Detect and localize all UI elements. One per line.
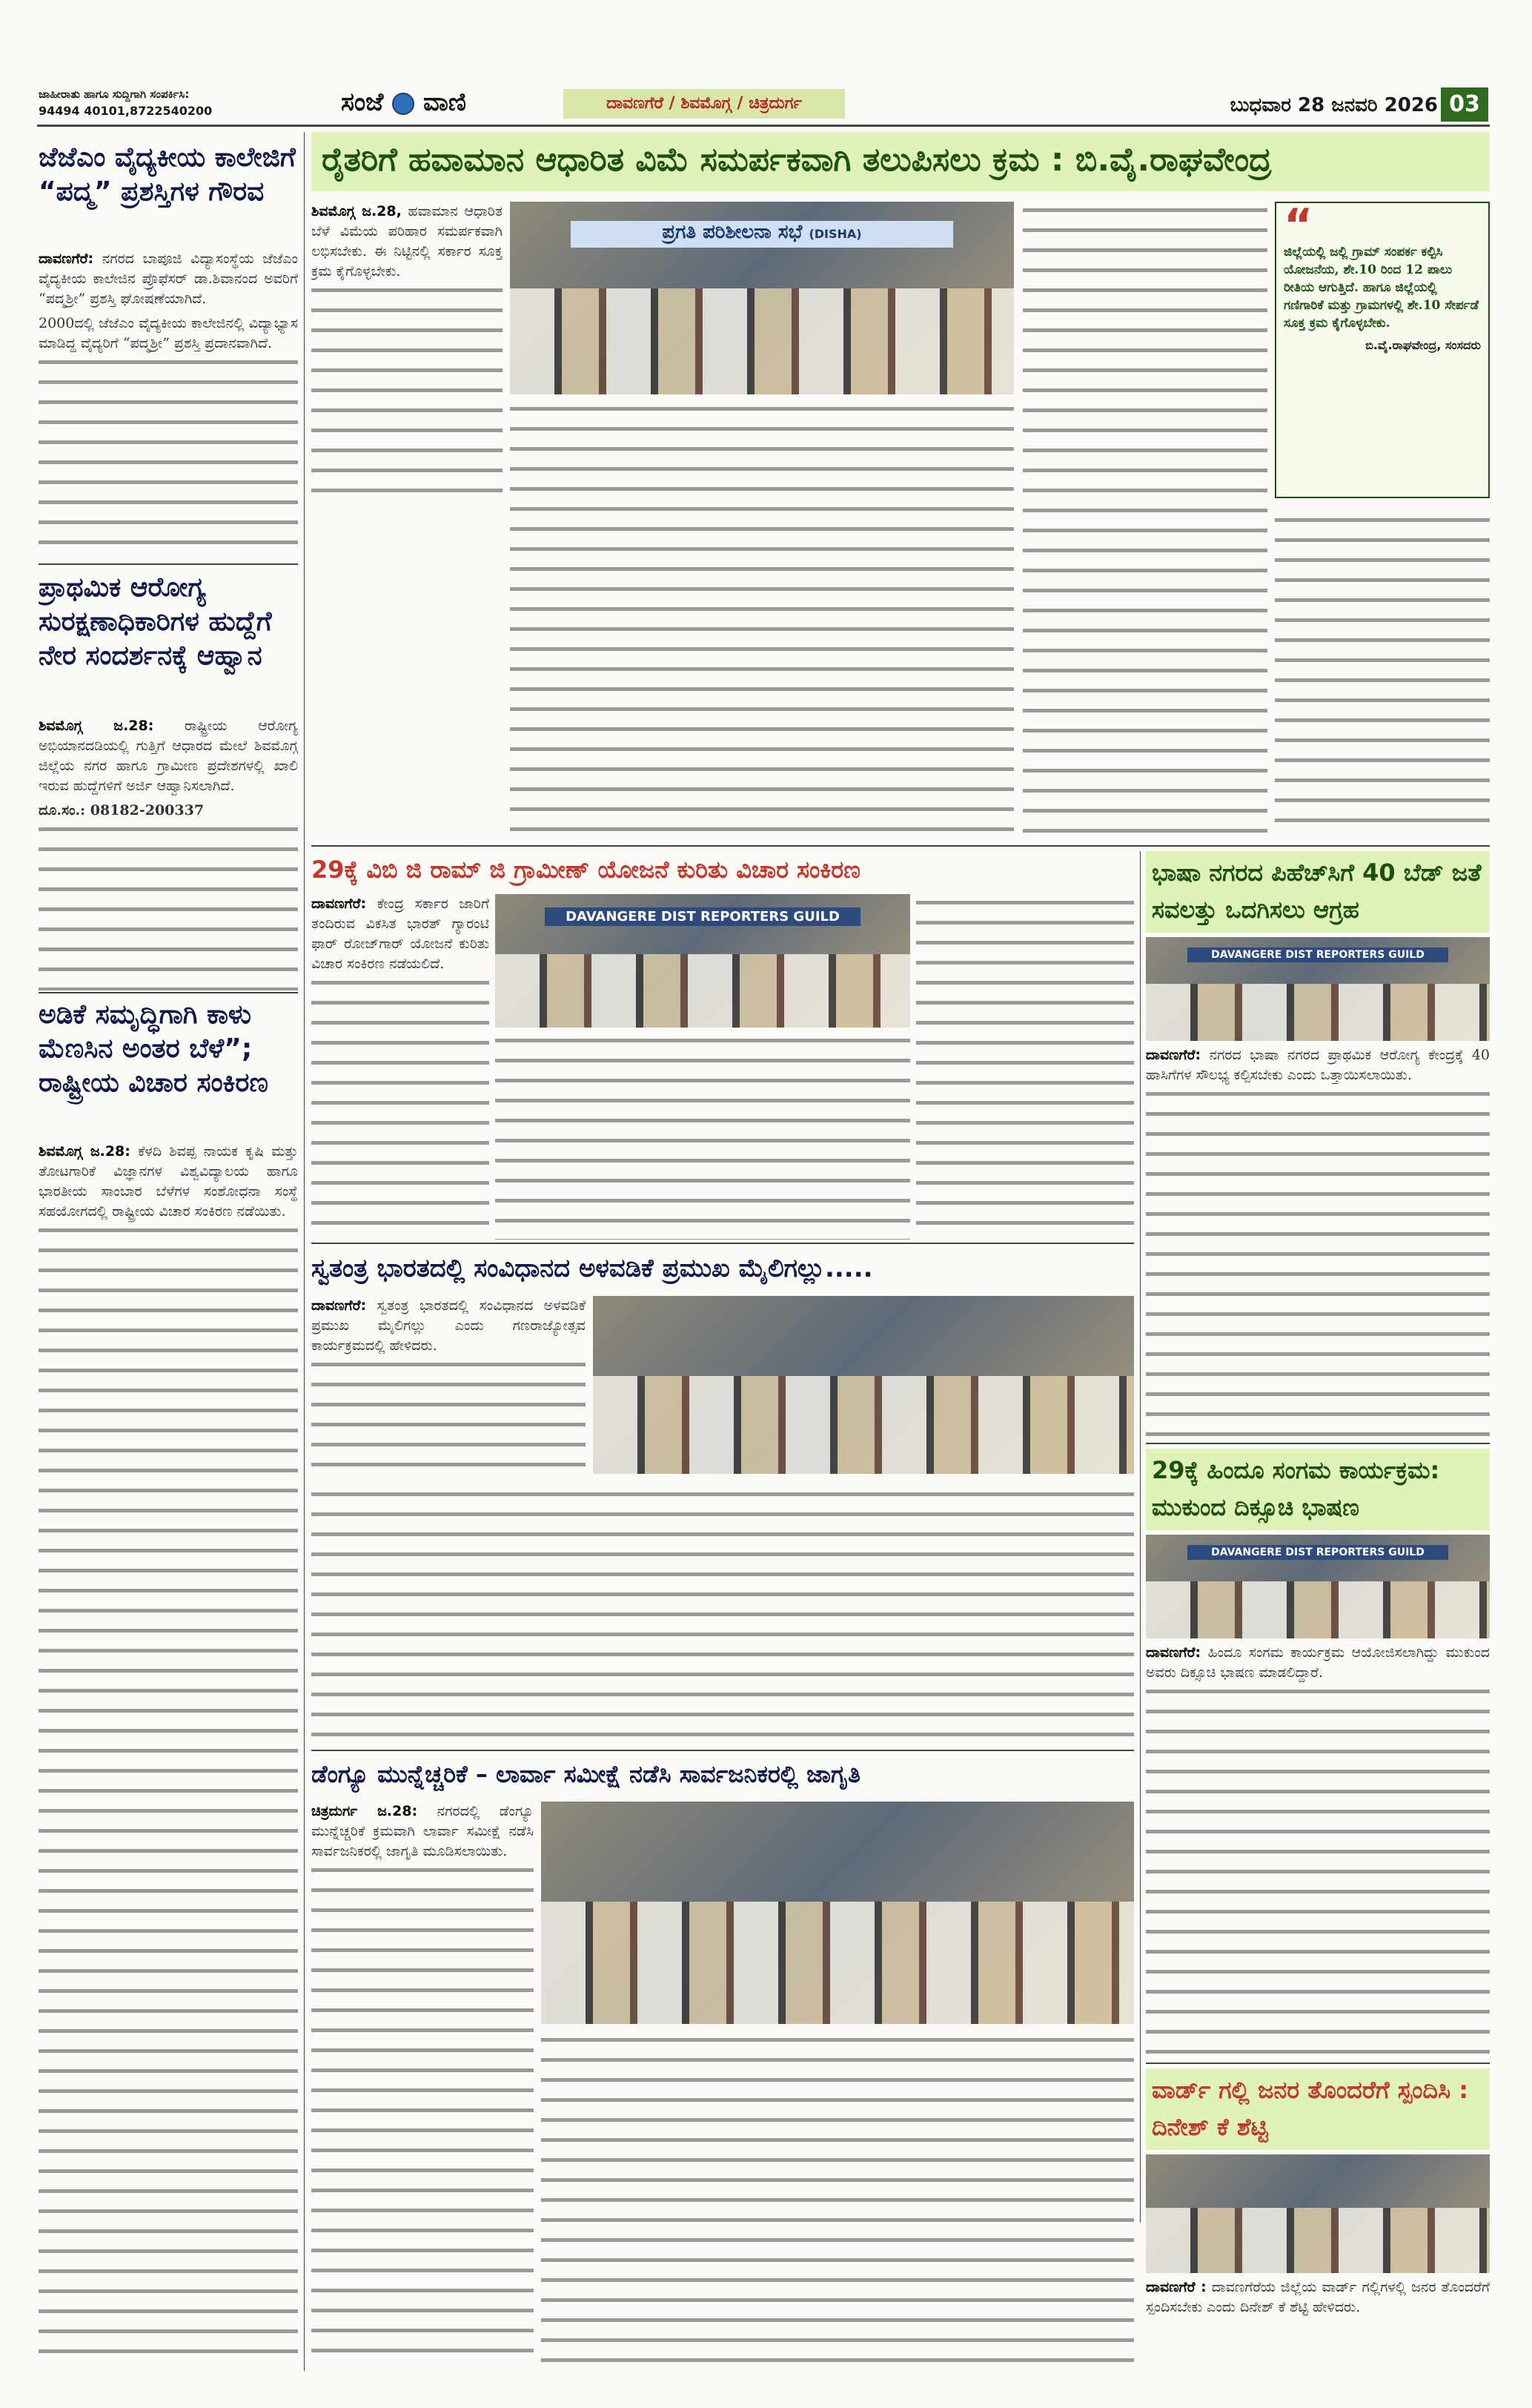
left-story2-divider bbox=[39, 992, 298, 993]
dengue-col2-lines bbox=[541, 2031, 1134, 2365]
hospital-lead: ನಗರದ ಭಾಷಾ ನಗರದ ಪ್ರಾಥಮಿಕ ಆರೋಗ್ಯ ಕೇಂದ್ರಕ್ಕೆ 40 ಹಾಸಿಗೆಗಳ ಸೌಲಭ್ಯ ಕಲ್ಪಿಸಬೇಕು ಎಂದು ಒತ್ತಾಯಿಸಲಾಯಿತು. bbox=[1146, 1047, 1490, 1083]
quote-mark-icon: “ bbox=[1284, 202, 1313, 251]
constitution-bottom-divider bbox=[311, 1750, 1134, 1751]
top-story-col4 bbox=[1275, 512, 1490, 838]
top-story-col2 bbox=[510, 400, 1014, 845]
left-story1-headline: ಜೆಜೆಎಂ ವೈದ್ಯಕೀಯ ಕಾಲೇಜಿಗೆ “ಪದ್ಮ” ಪ್ರಶಸ್ತಿಗಳ ಗೌರವ bbox=[39, 142, 296, 207]
top-story-quote-box bbox=[1275, 202, 1490, 498]
left-story3-lead: ಕೆಳದಿ ಶಿವಪ್ಪ ನಾಯಕ ಕೃಷಿ ಮತ್ತು ತೋಟಗಾರಿಕೆ ವಿಜ್ಞಾನಗಳ ವಿಶ್ವವಿದ್ಯಾಲಯ ಹಾಗೂ ಭಾರತೀಯ ಸಾಂಬಾರ ಬೆಳೆಗಳ ಸಂಶೋಧನಾ ಸಂಸ್ಥೆ ಸಹಯೋಗದಲ್ಲಿ ರಾಷ್ಟ್ರೀಯ ವಿಚಾರ ಸಂಕಿರಣ ನಡೆಯಿತು. bbox=[39, 1143, 298, 1220]
left-story3-headline: ಅಡಿಕೆ ಸಮೃದ್ಧಿಗಾಗಿ ಕಾಳು ಮೆಣಸಿನ ಅಂತರ ಬೆಳೆ”; ರಾಷ್ಟ್ರೀಯ ವಿಚಾರ ಸಂಕಿರಣ bbox=[39, 999, 268, 1098]
globe-icon bbox=[392, 93, 414, 115]
dengue-lead: ನಗರದಲ್ಲಿ ಡೆಂಗ್ಯೂ ಮುನ್ನೆಚ್ಚರಿಕೆ ಕ್ರಮವಾಗಿ ಲಾರ್ವಾ ಸಮೀಕ್ಷೆ ನಡೆಸಿ ಸಾರ್ವಜನಿಕರಲ್ಲಿ ಜಾಗೃತಿ ಮೂಡಿಸಲಾಯಿತು. bbox=[311, 1803, 534, 1859]
top-story-col1-lines bbox=[311, 282, 503, 498]
left-story1-body bbox=[39, 249, 298, 560]
top-story-lead: ಹವಾಮಾನ ಆಧಾರಿತ ಬೆಳೆ ವಿಮೆಯ ಪರಿಹಾರ ಸಮರ್ಪಕವಾಗಿ ಲಭಿಸಬೇಕು. ಈ ನಿಟ್ಟಿನಲ್ಲಿ ಸರ್ಕಾರ ಸೂಕ್ತ ಕ್ರಮ ಕೈಗೊಳ್ಳಬೇಕು. bbox=[311, 203, 503, 280]
photo-banner-text: ಪ್ರಗತಿ ಪರಿಶೀಲನಾ ಸಭೆ bbox=[662, 221, 803, 243]
left-story2-body bbox=[39, 716, 298, 990]
vbg-col1 bbox=[311, 894, 489, 1235]
vbg-lead: ಕೇಂದ್ರ ಸರ್ಕಾರ ಜಾರಿಗೆ ತಂದಿರುವ ವಿಕಸಿತ ಭಾರತ್ ಗ್ಯಾರಂಟಿ ಫಾರ್ ರೋಜ್‌ಗಾರ್ ಯೋಜನೆ ಕುರಿತು ವಿಚಾರ ಸಂಕಿರಣ ನಡೆಯಲಿದೆ. bbox=[311, 896, 489, 972]
top-story-dateline: ಶಿವಮೊಗ್ಗ ಜ.28, bbox=[311, 203, 402, 219]
dengue-headline: ಡೆಂಗ್ಯೂ ಮುನ್ನೆಚ್ಚರಿಕೆ – ಲಾರ್ವಾ ಸಮೀಕ್ಷೆ ನಡೆಸಿ ಸಾರ್ವಜನಿಕರಲ್ಲಿ ಜಾಗೃತಿ bbox=[311, 1760, 860, 1788]
left-story1-dateline: ದಾವಣಗೆರೆ: bbox=[39, 251, 94, 267]
hospital-dateline: ದಾವಣಗೆರೆ: bbox=[1146, 1047, 1201, 1063]
hindu-text-lines bbox=[1146, 1683, 1490, 2058]
vbg-col3-lines bbox=[916, 894, 1134, 1235]
dengue-col1-lines bbox=[311, 1862, 534, 2365]
top-story-col3-lines bbox=[1023, 202, 1267, 839]
ward-dateline: ದಾವಣಗೆರೆ : bbox=[1146, 2279, 1207, 2295]
top-story-divider bbox=[311, 845, 1490, 847]
left-story3-dateline: ಶಿವಮೊಗ್ಗ ಜ.28: bbox=[39, 1143, 130, 1160]
left-column-divider bbox=[304, 132, 305, 2371]
vbg-bottom-divider bbox=[311, 1243, 1134, 1244]
hindu-photo-people bbox=[1146, 1581, 1490, 1638]
top-story-col2-lines bbox=[510, 400, 1014, 845]
left-story3-body bbox=[39, 1142, 298, 2365]
vbg-col3 bbox=[916, 894, 1134, 1235]
constitution-lead: ಸ್ವತಂತ್ರ ಭಾರತದಲ್ಲಿ ಸಂವಿಧಾನದ ಅಳವಡಿಕೆ ಪ್ರಮುಖ ಮೈಲಿಗಲ್ಲು ಎಂದು ಗಣರಾಜ್ಯೋತ್ಸವ ಕಾರ್ಯಕ್ರಮದಲ್ಲಿ ಹೇಳಿದರು. bbox=[311, 1297, 586, 1354]
left-story3-text-lines bbox=[39, 1222, 298, 2365]
vbg-photo-people bbox=[495, 954, 910, 1028]
vbg-col2 bbox=[495, 1032, 910, 1240]
hospital-photo-people bbox=[1146, 984, 1490, 1041]
photo-banner bbox=[571, 221, 954, 248]
photo-banner-sub: (DISHA) bbox=[809, 227, 862, 241]
vbg-col1-lines bbox=[311, 974, 489, 1235]
vbg-headline: 29ಕ್ಕೆ ವಿಬಿ ಜಿ ರಾಮ್ ಜಿ ಗ್ರಾಮೀಣ್ ಯೋಜನೆ ಕುರಿತು ವಿಚಾರ ಸಂಕಿರಣ bbox=[311, 856, 860, 884]
ward-lead: ದಾವಣಗೆರೆಯ ಜಿಲ್ಲೆಯ ವಾರ್ಡ್ ಗಲ್ಲಿಗಳಲ್ಲಿ ಜನರ ತೊಂದರೆಗೆ ಸ್ಪಂದಿಸಬೇಕು ಎಂದು ದಿನೇಶ್ ಕೆ ಶೆಟ್ಟಿ ಹೇಳಿದರು. bbox=[1146, 2279, 1490, 2315]
region-band: ದಾವಣಗೆರೆ / ಶಿವಮೊಗ್ಗ / ಚಿತ್ರದುರ್ಗ bbox=[563, 89, 845, 119]
hospital-body bbox=[1146, 1045, 1490, 1438]
hindu-bottom-divider bbox=[1146, 2063, 1490, 2064]
photo-people bbox=[510, 288, 1014, 394]
vbg-col2-lines bbox=[495, 1032, 910, 1240]
top-story-col1 bbox=[311, 202, 503, 498]
left-story2-headline: ಪ್ರಾಥಮಿಕ ಆರೋಗ್ಯ ಸುರಕ್ಷಣಾಧಿಕಾರಿಗಳ ಹುದ್ದೆಗೆ ನೇರ ಸಂದರ್ಶನಕ್ಕೆ ಆಹ್ವಾನ bbox=[39, 572, 272, 671]
ward-body bbox=[1146, 2278, 1490, 2365]
left-story2-text-lines bbox=[39, 821, 298, 990]
dengue-photo-people bbox=[541, 1902, 1134, 2024]
paper-name-right: ವಾಣಿ bbox=[423, 87, 466, 117]
left-story2-phone: ದೂ.ಸಂ.: 08182-200337 bbox=[39, 802, 205, 818]
vbg-photo bbox=[495, 894, 910, 1028]
vbg-photo-banner: DAVANGERE DIST REPORTERS GUILD bbox=[545, 907, 860, 926]
constitution-dateline: ದಾವಣಗೆರೆ: bbox=[311, 1297, 367, 1314]
ward-photo bbox=[1146, 2154, 1490, 2273]
hospital-headline: ಭಾಷಾ ನಗರದ ಪಿಹೆಚ್‌ಸಿಗೆ 40 ಬೆಡ್ ಜತೆ ಸವಲತ್ತು ಒದಗಿಸಲು ಆಗ್ರಹ bbox=[1146, 851, 1490, 933]
constitution-col1-lines bbox=[311, 1356, 586, 1481]
dengue-col1 bbox=[311, 1802, 534, 2365]
hindu-body bbox=[1146, 1643, 1490, 2058]
hindu-photo-banner: DAVANGERE DIST REPORTERS GUILD bbox=[1187, 1545, 1449, 1560]
constitution-headline: ಸ್ವತಂತ್ರ ಭಾರತದಲ್ಲಿ ಸಂವಿಧಾನದ ಅಳವಡಿಕೆ ಪ್ರಮುಖ ಮೈಲಿಗಲ್ಲು..... bbox=[311, 1254, 873, 1283]
vbg-dateline: ದಾವಣಗೆರೆ: bbox=[311, 896, 367, 912]
left-story1-divider bbox=[39, 563, 298, 565]
constitution-photo bbox=[593, 1296, 1134, 1474]
left-story1-para2: 2000ದಲ್ಲಿ ಜೆಜೆಎಂ ವೈದ್ಯಕೀಯ ಕಾಲೇಜಿನಲ್ಲಿ ವಿದ್ಯಾಭ್ಯಾಸ ಮಾಡಿದ್ದ ವೈದ್ಯರಿಗೆ “ಪದ್ಮಶ್ರೀ” ಪ್ರಶಸ್ತಿ ಪ್ರದಾನವಾಗಿದೆ. bbox=[39, 315, 298, 351]
hospital-text-lines bbox=[1146, 1085, 1490, 1438]
paper-logo bbox=[341, 87, 563, 122]
top-story-col4-lines bbox=[1275, 512, 1490, 838]
hospital-photo-banner: DAVANGERE DIST REPORTERS GUILD bbox=[1187, 947, 1449, 962]
contact-label: ಜಾಹೀರಾತು ಹಾಗೂ ಸುದ್ದಿಗಾಗಿ ಸಂಪರ್ಕಿಸಿ: bbox=[39, 87, 190, 101]
top-story-col3 bbox=[1023, 202, 1267, 839]
ward-headline: ವಾರ್ಡ್ ಗಲ್ಲಿ ಜನರ ತೊಂದರೆಗೆ ಸ್ಪಂದಿಸಿ : ದಿನೇಶ್ ಕೆ ಶೆಟ್ಟಿ bbox=[1146, 2068, 1490, 2150]
constitution-col1 bbox=[311, 1296, 586, 1481]
hindu-headline: 29ಕ್ಕೆ ಹಿಂದೂ ಸಂಗಮ ಕಾರ್ಯಕ್ರಮ: ಮುಕುಂದ ದಿಕ್ಸೂಚಿ ಭಾಷಣ bbox=[1146, 1449, 1490, 1530]
left-story1-lead: ನಗರದ ಬಾಪೂಜಿ ವಿದ್ಯಾಸಂಸ್ಥೆಯ ಜೆಜೆಎಂ ವೈದ್ಯಕೀಯ ಕಾಲೇಜಿನ ಪ್ರೊಫೆಸರ್ ಡಾ.ಶಿವಾನಂದ ಅವರಿಗೆ “ಪದ್ಮಶ್ರೀ” ಪ್ರಶಸ್ತಿ ಘೋಷಣೆಯಾಗಿದೆ. bbox=[39, 251, 298, 307]
hindu-lead: ಹಿಂದೂ ಸಂಗಮ ಕಾರ್ಯಕ್ರಮ ಆಯೋಜಿಸಲಾಗಿದ್ದು ಮುಕುಂದ ಅವರು ದಿಕ್ಸೂಚಿ ಭಾಷಣ ಮಾಡಲಿದ್ದಾರೆ. bbox=[1146, 1644, 1490, 1681]
ward-photo-people bbox=[1146, 2208, 1490, 2273]
constitution-photo-people bbox=[593, 1376, 1134, 1474]
quote-attribution: ಬಿ.ವೈ.ರಾಘವೇಂದ್ರ, ಸಂಸದರು bbox=[1365, 338, 1481, 352]
constitution-col2-lines bbox=[311, 1486, 1134, 1745]
paper-name-left: ಸಂಜೆ bbox=[341, 87, 384, 117]
top-story-headline: ರೈತರಿಗೆ ಹವಾಮಾನ ಆಧಾರಿತ ವಿಮೆ ಸಮರ್ಪಕವಾಗಿ ತಲುಪಿಸಲು ಕ್ರಮ : ಬಿ.ವೈ.ರಾಘವೇಂದ್ರ bbox=[311, 132, 1490, 191]
dengue-dateline: ಚಿತ್ರದುರ್ಗ ಜ.28: bbox=[311, 1803, 418, 1819]
left-story1-text-lines bbox=[39, 354, 298, 560]
hindu-photo bbox=[1146, 1535, 1490, 1638]
masthead-divider bbox=[37, 125, 1490, 127]
constitution-col2 bbox=[311, 1486, 1134, 1745]
quote-text: ಜಿಲ್ಲೆಯಲ್ಲಿ ಜಲ್ಲಿ ಗ್ರಾಮ್ ಸಂಪರ್ಕ ಕಲ್ಪಿಸಿ ಯೋಜನೆಯ, ಶೇ.10 ರಿಂದ 12 ಪಾಲು ರೀತಿಯ ಆಗುತ್ತಿದೆ. ಹಾಗೂ ಜಿಲ್ಲೆಯಲ್ಲಿ ಗಣಿಗಾರಿಕೆ ಮತ್ತು ಗ್ರಾಮಗಳಲ್ಲಿ ಶೇ.10 ಸೇರ್ಪಡೆ ಸೂಕ್ತ ಕ್ರಮ ಕೈಗೊಳ್ಳಬೇಕು. bbox=[1284, 245, 1479, 331]
hospital-photo bbox=[1146, 937, 1490, 1041]
contact-phone: 94494 40101,8722540200 bbox=[39, 104, 213, 118]
dengue-col2 bbox=[541, 2031, 1134, 2365]
page-number: 03 bbox=[1441, 87, 1488, 122]
hindu-dateline: ದಾವಣಗೆರೆ: bbox=[1146, 1644, 1201, 1661]
masthead bbox=[0, 0, 1532, 122]
issue-date: ಬುಧವಾರ 28 ಜನವರಿ 2026 bbox=[1230, 94, 1438, 116]
left-story2-dateline: ಶಿವಮೊಗ್ಗ ಜ.28: bbox=[39, 718, 154, 734]
top-story-photo bbox=[510, 202, 1014, 394]
hospital-bottom-divider bbox=[1146, 1443, 1490, 1444]
left-story2-lead: ರಾಷ್ಟ್ರೀಯ ಆರೋಗ್ಯ ಅಭಿಯಾನದಡಿಯಲ್ಲಿ ಗುತ್ತಿಗೆ ಆಧಾರದ ಮೇಲೆ ಶಿವಮೊಗ್ಗ ಜಿಲ್ಲೆಯ ನಗರ ಹಾಗೂ ಗ್ರಾಮೀಣ ಪ್ರದೇಶಗಳಲ್ಲಿ ಖಾಲಿ ಇರುವ ಹುದ್ದೆಗಳಿಗೆ ಅರ್ಜಿ ಆಹ್ವಾನಿಸಲಾಗಿದೆ. bbox=[39, 718, 298, 794]
dengue-photo bbox=[541, 1802, 1134, 2024]
vbg-right-divider bbox=[1140, 851, 1141, 2223]
